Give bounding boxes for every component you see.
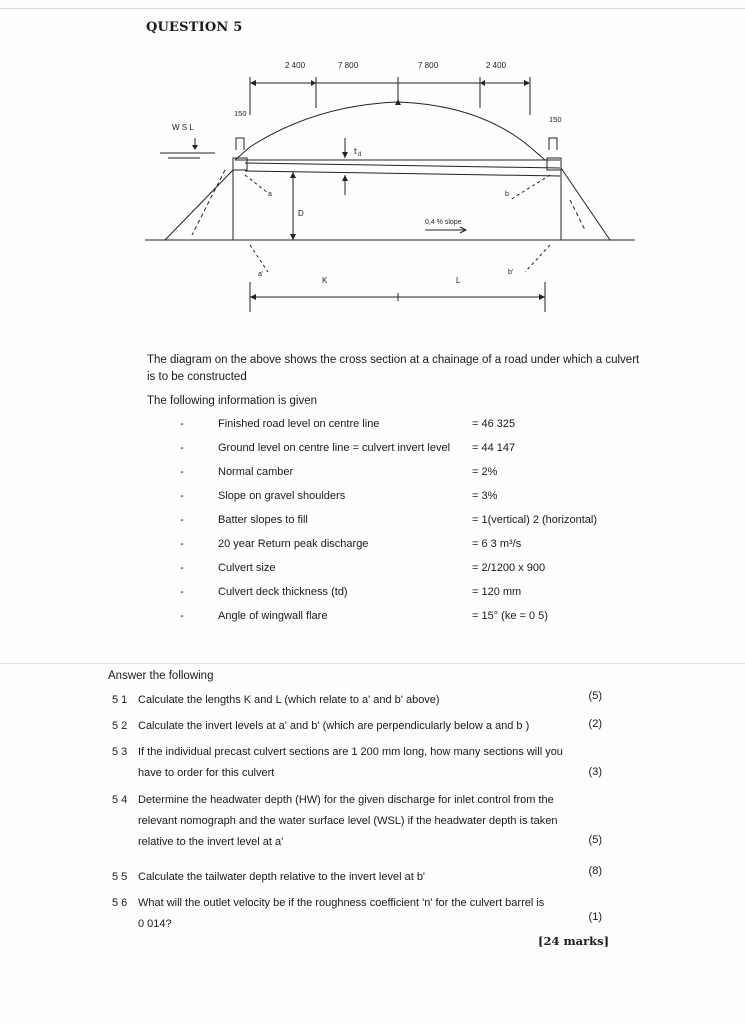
- scan-edge-top: [0, 8, 745, 9]
- question-5-6: 5 6 What will the outlet velocity be if the roughness coefficient 'n' for the culvert barrel is 0 014? (1): [112, 897, 602, 930]
- info-row: - Ground level on centre line = culvert invert level = 44 147: [180, 442, 516, 454]
- question-5-5: 5 5 Calculate the tailwater depth relative to the invert level at b' (8): [112, 865, 602, 883]
- label-D: D: [298, 209, 304, 218]
- label-td-sub: d: [358, 152, 362, 158]
- label-150-right: 150: [549, 115, 562, 124]
- label-K: K: [322, 276, 328, 285]
- label-b-prime: b': [508, 269, 514, 276]
- dim-top-3: 7 800: [418, 61, 439, 70]
- info-row: - Normal camber = 2%: [180, 466, 498, 478]
- culvert-deck: [245, 163, 560, 168]
- road-surface: [235, 102, 545, 160]
- info-row: - Culvert size = 2/1200 x 900: [180, 562, 546, 574]
- label-a: a: [268, 191, 272, 198]
- following-text: The following information is given: [147, 395, 318, 407]
- info-row: - 20 year Return peak discharge = 6 3 m³/s: [180, 538, 522, 550]
- scan-rule: [0, 663, 745, 664]
- label-L: L: [456, 276, 461, 285]
- info-row: - Finished road level on centre line = 46 325: [180, 418, 516, 430]
- question-5-3: 5 3 If the individual precast culvert sections are 1 200 mm long, how many sections will you have to order for this culvert (3): [112, 746, 602, 779]
- label-150-left: 150: [234, 109, 247, 118]
- question-5-4: 5 4 Determine the headwater depth (HW) for the given discharge for inlet control from the relevant nomograph and the water surface level (WSL) if the headwater depth is taken relative to the invert level at a' (5): [112, 794, 602, 848]
- dim-top-2: 7 800: [338, 61, 359, 70]
- label-b: b: [505, 191, 509, 198]
- label-td: t: [354, 146, 357, 156]
- intro-text: The diagram on the above shows the cross section at a chainage of a road under which a culvert is to be constructed: [147, 354, 640, 383]
- question-5-1: 5 1 Calculate the lengths K and L (which relate to a' and b' above) (5): [112, 690, 602, 706]
- info-row: - Culvert deck thickness (td) = 120 mm: [180, 586, 522, 598]
- question-5-2: 5 2 Calculate the invert levels at a' and b' (which are perpendicularly below a and b ) (2): [112, 718, 602, 732]
- info-row: - Angle of wingwall flare = 15° (ke = 0 5): [180, 610, 548, 622]
- label-wsl: W S L: [172, 123, 194, 132]
- info-row: - Batter slopes to fill = 1(vertical) 2 (horizontal): [180, 514, 598, 526]
- info-row: - Slope on gravel shoulders = 3%: [180, 490, 498, 502]
- left-batter: [165, 170, 233, 240]
- total-marks: [24 marks]: [538, 934, 610, 948]
- label-a-prime: a': [258, 271, 264, 278]
- label-slope: 0,4 % slope: [425, 219, 462, 226]
- dim-top-1: 2 400: [285, 61, 306, 70]
- answer-heading: Answer the following: [108, 670, 214, 682]
- question-title: QUESTION 5: [146, 20, 243, 35]
- right-batter: [561, 168, 610, 240]
- culvert-cross-section-diagram: [140, 50, 640, 325]
- dim-top-4: 2 400: [486, 61, 507, 70]
